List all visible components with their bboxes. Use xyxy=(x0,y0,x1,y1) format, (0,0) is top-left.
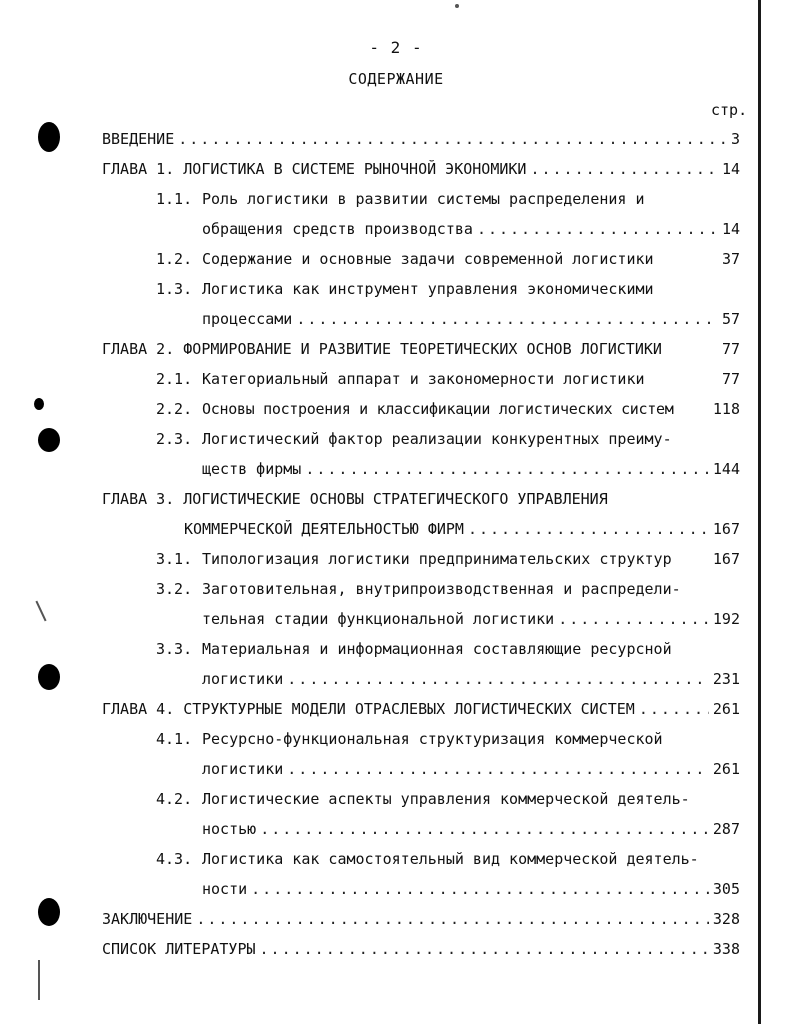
toc-entry-page: 328 xyxy=(712,910,740,928)
page-number: - 2 - xyxy=(369,38,423,57)
toc-entry-title: Логистика как самостоятельный вид коммерческой деятель- xyxy=(202,850,699,868)
leader-dots xyxy=(530,158,717,180)
section-number: 1.1. xyxy=(156,190,193,208)
toc-entry-page: 287 xyxy=(712,820,740,838)
toc-entry-title: Основы построения и классификации логистических систем xyxy=(202,400,674,418)
toc-entry-title: Логистический фактор реализации конкурентных преиму- xyxy=(202,430,672,448)
toc-entry-title-cont: КОММЕРЧЕСКОЙ ДЕЯТЕЛЬНОСТЬЮ ФИРМ xyxy=(184,520,464,538)
page-edge-line xyxy=(758,0,761,1024)
section-number: 4.3. xyxy=(156,850,193,868)
scan-speck xyxy=(38,960,40,1000)
toc-entry-page: 14 xyxy=(721,220,740,238)
toc-entry-page: 77 xyxy=(721,370,740,388)
toc-entry-section-1-1-cont[interactable] xyxy=(202,218,740,240)
page-column-label: стр. xyxy=(711,101,748,119)
toc-entry-page: 305 xyxy=(712,880,740,898)
toc-entry-section-4-1[interactable] xyxy=(156,728,740,750)
leader-dots xyxy=(260,818,709,840)
binder-hole-mark xyxy=(38,664,60,690)
toc-entry-section-1-1[interactable] xyxy=(156,188,740,210)
toc-entry-chapter-2[interactable] xyxy=(102,338,740,360)
toc-entry-title: ГЛАВА 2. ФОРМИРОВАНИЕ И РАЗВИТИЕ ТЕОРЕТИЧЕСКИХ ОСНОВ ЛОГИСТИКИ xyxy=(102,340,662,358)
toc-entry-title-cont: тельная стадии функциональной логистики xyxy=(202,610,555,628)
leader-dots xyxy=(558,608,709,630)
section-number: 3.2. xyxy=(156,580,193,598)
toc-entry-section-4-2-cont[interactable] xyxy=(202,818,740,840)
toc-entry-page: 167 xyxy=(712,520,740,538)
toc-entry-page: 338 xyxy=(712,940,740,958)
toc-entry-page: 144 xyxy=(712,460,740,478)
toc-entry-section-3-3[interactable] xyxy=(156,638,740,660)
section-number: 2.3. xyxy=(156,430,193,448)
leader-dots xyxy=(639,698,709,720)
toc-entry-title-cont: ществ фирмы xyxy=(202,460,302,478)
scan-speck xyxy=(455,4,459,8)
toc-entry-page: 261 xyxy=(712,760,740,778)
section-number: 1.2. xyxy=(156,250,193,268)
toc-entry-section-3-3-cont[interactable] xyxy=(202,668,740,690)
toc-entry-title: Материальная и информационная составляющие ресурсной xyxy=(202,640,672,658)
leader-dots xyxy=(260,938,709,960)
toc-entry-title: СПИСОК ЛИТЕРАТУРЫ xyxy=(102,940,256,958)
toc-entry-title-cont: ностью xyxy=(202,820,257,838)
toc-entry-chapter-3[interactable] xyxy=(102,488,740,510)
toc-entry-title: ГЛАВА 3. ЛОГИСТИЧЕСКИЕ ОСНОВЫ СТРАТЕГИЧЕСКОГО УПРАВЛЕНИЯ xyxy=(102,490,608,508)
section-number: 2.2. xyxy=(156,400,193,418)
toc-entry-page: 3 xyxy=(730,130,740,148)
toc-entry-chapter-3-cont[interactable] xyxy=(184,518,740,540)
leader-dots xyxy=(251,878,709,900)
scan-speck xyxy=(35,601,46,622)
toc-entry-chapter-4[interactable] xyxy=(102,698,740,720)
toc-entry-section-1-3[interactable] xyxy=(156,278,740,300)
toc-entry-chapter-1[interactable] xyxy=(102,158,740,180)
toc-entry-section-3-2-cont[interactable] xyxy=(202,608,740,630)
toc-entry-title: ГЛАВА 4. СТРУКТУРНЫЕ МОДЕЛИ ОТРАСЛЕВЫХ ЛОГИСТИЧЕСКИХ СИСТЕМ xyxy=(102,700,635,718)
toc-entry-title: ВВЕДЕНИЕ xyxy=(102,130,175,148)
binder-hole-mark xyxy=(34,398,44,410)
section-number: 4.2. xyxy=(156,790,193,808)
toc-entry-title: Типологизация логистики предпринимательских структур xyxy=(202,550,672,568)
toc-entry-page: 261 xyxy=(712,700,740,718)
leader-dots xyxy=(287,758,709,780)
toc-entry-title: Роль логистики в развитии системы распределения и xyxy=(202,190,645,208)
toc-entry-section-1-3-cont[interactable] xyxy=(202,308,740,330)
toc-entry-page: 192 xyxy=(712,610,740,628)
toc-entry-section-2-3-cont[interactable] xyxy=(202,458,740,480)
binder-hole-mark xyxy=(38,428,60,452)
toc-entry-title: Логистика как инструмент управления экономическими xyxy=(202,280,654,298)
leader-dots xyxy=(305,458,709,480)
binder-hole-mark xyxy=(38,122,60,152)
section-number: 4.1. xyxy=(156,730,193,748)
toc-entry-title: ГЛАВА 1. ЛОГИСТИКА В СИСТЕМЕ РЫНОЧНОЙ ЭКОНОМИКИ xyxy=(102,160,527,178)
toc-entry-title-cont: логистики xyxy=(202,670,284,688)
leader-dots xyxy=(178,128,727,150)
toc-entry-title-cont: процессами xyxy=(202,310,293,328)
toc-entry-conclusion[interactable] xyxy=(102,908,740,930)
toc-entry-title: ЗАКЛЮЧЕНИЕ xyxy=(102,910,193,928)
toc-entry-title: Содержание и основные задачи современной логистики xyxy=(202,250,654,268)
toc-entry-title: Логистические аспекты управления коммерческой деятель- xyxy=(202,790,690,808)
toc-entry-page: 37 xyxy=(721,250,740,268)
leader-dots xyxy=(468,518,709,540)
toc-entry-section-2-2[interactable] xyxy=(156,398,740,420)
toc-entry-section-2-1[interactable] xyxy=(156,368,740,390)
toc-entry-section-3-1[interactable] xyxy=(156,548,740,570)
toc-entry-page: 118 xyxy=(712,400,740,418)
leader-dots xyxy=(287,668,709,690)
toc-entry-title-cont: обращения средств производства xyxy=(202,220,473,238)
toc-entry-section-4-2[interactable] xyxy=(156,788,740,810)
toc-entry-title-cont: логистики xyxy=(202,760,284,778)
toc-entry-section-2-3[interactable] xyxy=(156,428,740,450)
toc-entry-title-cont: ности xyxy=(202,880,248,898)
leader-dots xyxy=(296,308,718,330)
toc-entry-section-1-2[interactable] xyxy=(156,248,740,270)
leader-dots xyxy=(196,908,709,930)
section-number: 1.3. xyxy=(156,280,193,298)
toc-entry-section-3-2[interactable] xyxy=(156,578,740,600)
toc-entry-references[interactable] xyxy=(102,938,740,960)
toc-entry-section-4-3-cont[interactable] xyxy=(202,878,740,900)
toc-entry-page: 14 xyxy=(721,160,740,178)
section-number: 3.1. xyxy=(156,550,193,568)
toc-entry-page: 231 xyxy=(712,670,740,688)
toc-entry-title: Категориальный аппарат и закономерности логистики xyxy=(202,370,645,388)
page-title: СОДЕРЖАНИЕ xyxy=(348,70,444,88)
binder-hole-mark xyxy=(38,898,60,926)
toc-entry-page: 77 xyxy=(721,340,740,358)
leader-dots xyxy=(477,218,718,240)
toc-entry-title: Заготовительная, внутрипроизводственная и распредели- xyxy=(202,580,681,598)
toc-entry-intro[interactable] xyxy=(102,128,740,150)
section-number: 2.1. xyxy=(156,370,193,388)
toc-entry-title: Ресурсно-функциональная структуризация коммерческой xyxy=(202,730,663,748)
toc-entry-section-4-1-cont[interactable] xyxy=(202,758,740,780)
toc-entry-page: 57 xyxy=(721,310,740,328)
section-number: 3.3. xyxy=(156,640,193,658)
toc-entry-section-4-3[interactable] xyxy=(156,848,740,870)
toc-entry-page: 167 xyxy=(712,550,740,568)
